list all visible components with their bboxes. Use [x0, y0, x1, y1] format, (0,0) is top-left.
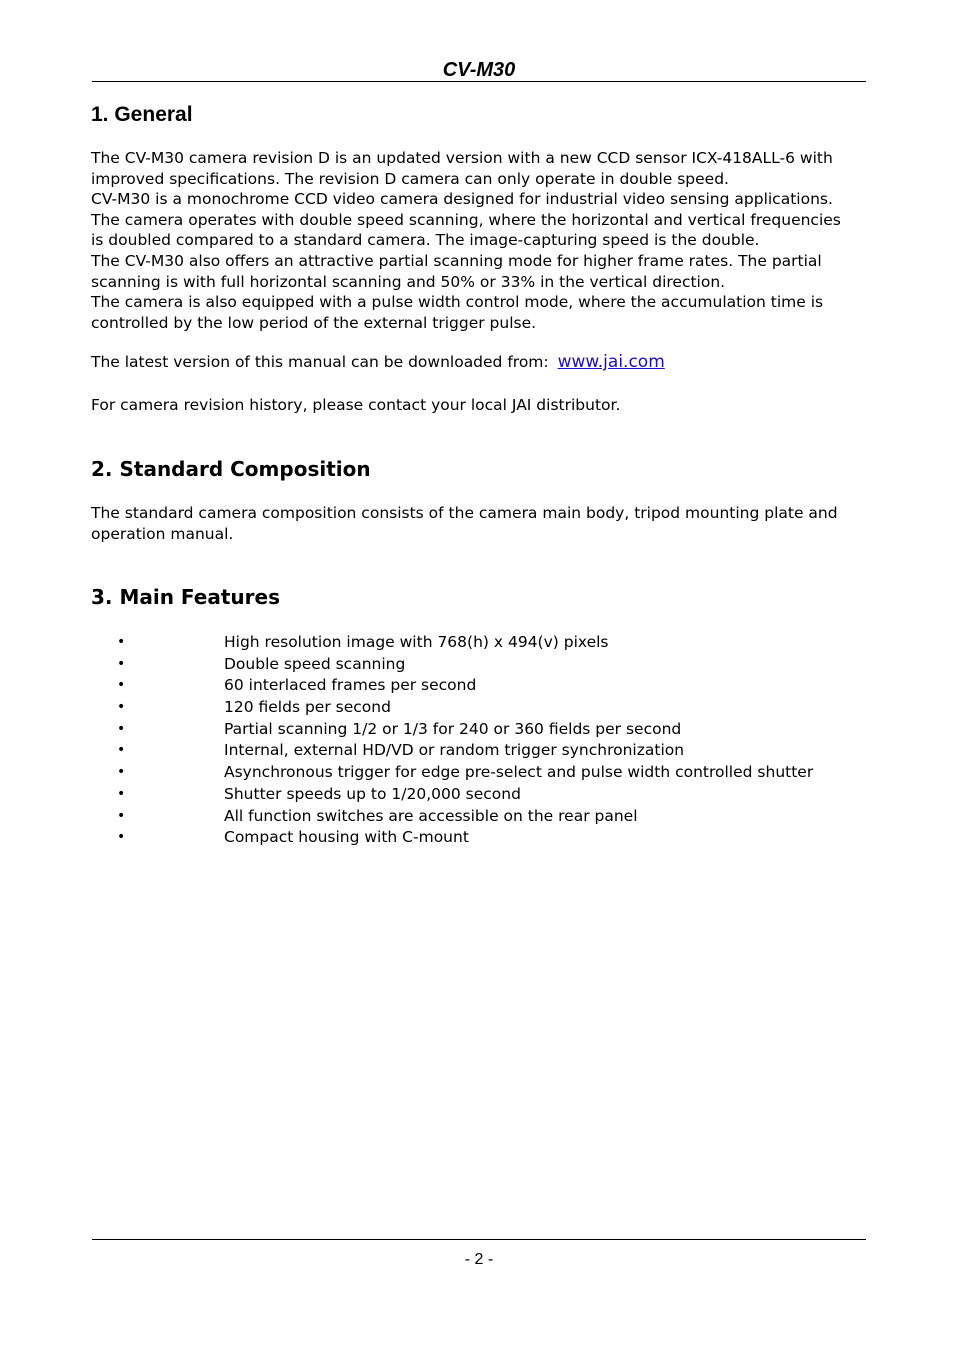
jai-website-link[interactable]: www.jai.com — [557, 352, 665, 372]
standard-line-2: operation manual. — [91, 524, 234, 543]
general-line-5: is doubled compared to a standard camera. The image-capturing speed is the double. — [91, 231, 760, 250]
download-text: The latest version of this manual can be downloaded from: — [91, 353, 549, 371]
bullet-icon: • — [117, 677, 126, 694]
general-line-8: The camera is also equipped with a pulse width control mode, where the accumulation time is — [91, 293, 824, 312]
bullet-icon: • — [117, 699, 126, 716]
general-line-3: CV-M30 is a monochrome CCD video camera designed for industrial video sensing applications. — [91, 190, 833, 209]
feature-text: Partial scanning 1/2 or 1/3 for 240 or 360 fields per second — [224, 719, 682, 738]
general-line-9: controlled by the low period of the external trigger pulse. — [91, 313, 537, 332]
feature-text: 120 fields per second — [224, 698, 391, 717]
bullet-icon: • — [117, 807, 126, 824]
feature-text: Compact housing with C-mount — [224, 828, 469, 847]
general-line-6: The CV-M30 also offers an attractive partial scanning mode for higher frame rates. The partial — [91, 251, 822, 270]
feature-text: Asynchronous trigger for edge pre-select and pulse width controlled shutter — [224, 763, 814, 782]
page-number: - 2 - — [464, 1251, 494, 1268]
bullet-icon: • — [117, 655, 126, 672]
standard-composition-paragraph — [91, 503, 866, 544]
list-item — [0, 762, 900, 784]
general-line-7: scanning is with full horizontal scanning and 50% or 33% in the vertical direction. — [91, 272, 726, 291]
bullet-icon: • — [117, 829, 126, 846]
document-title: CV-M30 — [442, 59, 516, 81]
list-item — [0, 654, 900, 676]
feature-text: 60 interlaced frames per second — [224, 676, 477, 695]
list-item — [0, 784, 900, 806]
bullet-icon: • — [117, 764, 126, 781]
general-line-4: The camera operates with double speed scanning, where the horizontal and vertical frequencies — [91, 210, 841, 229]
feature-text: Internal, external HD/VD or random trigger synchronization — [224, 741, 685, 760]
header-rule — [92, 81, 866, 82]
list-item — [0, 827, 900, 849]
section-heading-general: 1. General — [91, 103, 193, 126]
list-item — [0, 675, 900, 697]
bullet-icon: • — [117, 634, 126, 650]
bullet-icon: • — [117, 720, 126, 737]
list-item — [0, 806, 900, 828]
footer-rule — [92, 1239, 866, 1240]
feature-text: Double speed scanning — [224, 654, 406, 673]
list-item — [0, 632, 900, 654]
standard-line-1: The standard camera composition consists of the camera main body, tripod mounting plate and — [91, 504, 838, 522]
general-line-1: The CV-M30 camera revision D is an updated version with a new CCD sensor ICX-418ALL-6 with — [91, 149, 833, 167]
bullet-icon: • — [117, 742, 126, 759]
general-paragraph — [91, 148, 866, 333]
feature-text: Shutter speeds up to 1/20,000 second — [224, 784, 521, 803]
download-note — [91, 352, 866, 373]
section-heading-standard-composition: 2. Standard Composition — [91, 457, 371, 481]
list-item — [0, 740, 900, 762]
features-list — [0, 632, 900, 849]
list-item — [0, 697, 900, 719]
feature-text: All function switches are accessible on the rear panel — [224, 806, 638, 825]
list-item — [0, 719, 900, 741]
feature-text: High resolution image with 768(h) x 494(v) pixels — [224, 633, 609, 651]
revision-history-note: For camera revision history, please contact your local JAI distributor. — [91, 396, 621, 414]
general-line-2: improved specifications. The revision D camera can only operate in double speed. — [91, 169, 729, 188]
bullet-icon: • — [117, 785, 126, 802]
section-heading-main-features: 3. Main Features — [91, 585, 280, 609]
